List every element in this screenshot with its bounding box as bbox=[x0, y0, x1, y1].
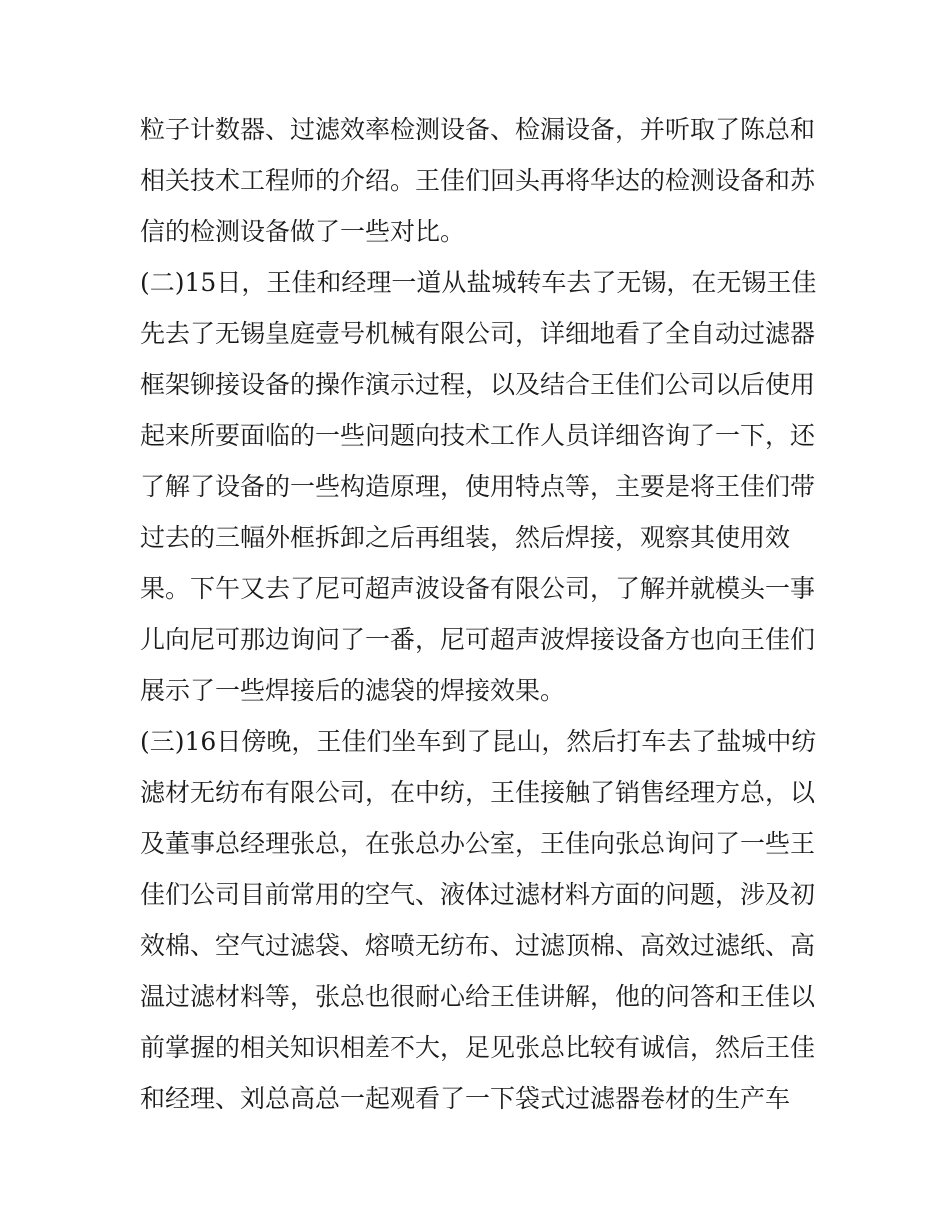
text-line: 滤材无纺布有限公司，在中纺，王佳接触了销售经理方总，以 bbox=[140, 778, 816, 807]
text-line: 框架铆接设备的操作演示过程，以及结合王佳们公司以后使用 bbox=[140, 370, 816, 399]
text-line: 和经理、刘总高总一起观看了一下袋式过滤器卷材的生产车 bbox=[140, 1084, 791, 1113]
text-line: 先去了无锡皇庭壹号机械有限公司，详细地看了全自动过滤器 bbox=[140, 319, 816, 348]
text-line: 佳们公司目前常用的空气、液体过滤材料方面的问题，涉及初 bbox=[140, 880, 816, 909]
text-line: 过去的三幅外框拆卸之后再组装，然后焊接，观察其使用效 bbox=[140, 523, 791, 552]
text-line: 相关技术工程师的介绍。王佳们回头再将华达的检测设备和苏 bbox=[140, 166, 816, 195]
text-line: 及董事总经理张总，在张总办公室，王佳向张总询问了一些王 bbox=[140, 829, 816, 858]
text-line: 展示了一些焊接后的滤袋的焊接效果。 bbox=[140, 676, 566, 705]
text-line: 起来所要面临的一些问题向技术工作人员详细咨询了一下，还 bbox=[140, 421, 816, 450]
text-line: 儿向尼可那边询问了一番，尼可超声波焊接设备方也向王佳们 bbox=[140, 625, 816, 654]
text-line: 温过滤材料等，张总也很耐心给王佳讲解，他的问答和王佳以 bbox=[140, 982, 816, 1011]
text-line: 信的检测设备做了一些对比。 bbox=[140, 217, 466, 246]
text-line: (三)16日傍晚，王佳们坐车到了昆山，然后打车去了盐城中纺 bbox=[140, 727, 817, 756]
text-line: 果。下午又去了尼可超声波设备有限公司，了解并就模头一事 bbox=[140, 574, 816, 603]
text-line: 前掌握的相关知识相差不大，足见张总比较有诚信，然后王佳 bbox=[140, 1033, 816, 1062]
text-line: 了解了设备的一些构造原理，使用特点等，主要是将王佳们带 bbox=[140, 472, 816, 501]
text-line: (二)15日，王佳和经理一道从盐城转车去了无锡，在无锡王佳 bbox=[140, 268, 817, 297]
text-line: 效棉、空气过滤袋、熔喷无纺布、过滤顶棉、高效过滤纸、高 bbox=[140, 931, 816, 960]
body-text bbox=[140, 104, 840, 1124]
text-line: 粒子计数器、过滤效率检测设备、检漏设备，并听取了陈总和 bbox=[140, 115, 816, 144]
